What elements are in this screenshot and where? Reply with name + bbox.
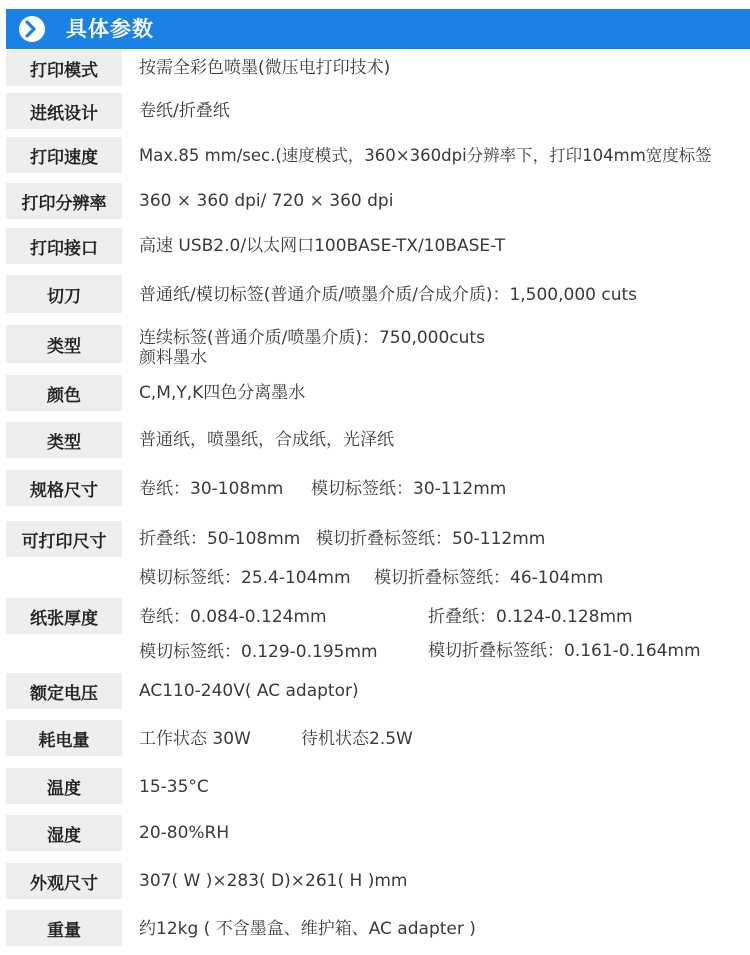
- spec-label-type-1: 类型: [6, 325, 122, 363]
- section-title: 具体参数: [66, 17, 154, 41]
- spec-value-resolution: 360 × 360 dpi/ 720 × 360 dpi: [139, 191, 394, 211]
- spec-value-humidity: 20-80%RH: [139, 823, 230, 843]
- spec-value-power-working: 工作状态 30W: [139, 729, 251, 749]
- spec-label-print-mode: 打印模式: [6, 50, 122, 86]
- spec-value-dimensions: 307( W )×283( D)×261( H )mm: [139, 871, 408, 891]
- spec-label-resolution: 打印分辨率: [6, 183, 122, 219]
- spec-value-cutter: 普通纸/模切标签(普通介质/喷墨介质/合成介质)：1,500,000 cuts: [139, 285, 638, 305]
- spec-value-thickness-diecut: 模切标签纸：0.129-0.195mm: [139, 642, 378, 662]
- spec-label-type-2: 类型: [6, 422, 122, 458]
- spec-label-dimensions: 外观尺寸: [6, 863, 122, 899]
- spec-value-color: C,M,Y,K四色分离墨水: [139, 383, 306, 403]
- spec-value-voltage: AC110-240V( AC adaptor): [139, 681, 359, 701]
- section-header: [6, 9, 750, 49]
- spec-value-interface: 高速 USB2.0/以太网口100BASE-TX/10BASE-T: [139, 236, 506, 256]
- spec-value-print-mode: 按需全彩色喷墨(微压电打印技术): [139, 58, 391, 78]
- spec-value-weight: 约12kg ( 不含墨盒、维护箱、AC adapter ): [139, 919, 476, 939]
- spec-label-printable-size: 可打印尺寸: [6, 521, 122, 557]
- spec-label-voltage: 额定电压: [6, 673, 122, 709]
- spec-label-feed-design: 进纸设计: [6, 93, 122, 129]
- spec-label-print-speed: 打印速度: [6, 137, 122, 173]
- spec-value-type-1a: 连续标签(普通介质/喷墨介质)：750,000cuts: [139, 328, 485, 348]
- spec-value-size-roll: 卷纸：30-108mm: [139, 479, 284, 499]
- spec-value-thickness-fanfold: 折叠纸：0.124-0.128mm: [428, 607, 633, 627]
- spec-label-cutter: 切刀: [6, 275, 122, 313]
- spec-label-interface: 打印接口: [6, 228, 122, 264]
- spec-value-print-speed: Max.85 mm/sec.(速度模式，360×360dpi分辨率下，打印104mm宽度标签: [139, 146, 712, 165]
- spec-label-weight: 重量: [6, 910, 122, 946]
- spec-label-temperature: 温度: [6, 768, 122, 804]
- spec-value-printable-diecut-fanfold: 模切折叠标签纸：50-112mm: [316, 529, 546, 549]
- chevron-right-icon: [19, 16, 45, 42]
- spec-value-power-standby: 待机状态2.5W: [301, 729, 413, 749]
- spec-value-printable-diecut: 模切标签纸：25.4-104mm: [139, 568, 351, 588]
- spec-label-color: 颜色: [6, 375, 122, 411]
- spec-label-power: 耗电量: [6, 720, 122, 756]
- spec-value-feed-design: 卷纸/折叠纸: [139, 101, 230, 121]
- spec-label-thickness: 纸张厚度: [6, 598, 122, 634]
- spec-value-size-diecut: 模切标签纸：30-112mm: [311, 479, 507, 499]
- spec-value-temperature: 15-35°C: [139, 777, 209, 797]
- spec-value-thickness-roll: 卷纸：0.084-0.124mm: [139, 607, 327, 627]
- spec-value-type-1b: 颜料墨水: [139, 348, 207, 368]
- spec-value-printable-diecut-fanfold-2: 模切折叠标签纸：46-104mm: [374, 568, 604, 588]
- spec-label-size: 规格尺寸: [6, 470, 122, 506]
- spec-value-type-2: 普通纸，喷墨纸，合成纸，光泽纸: [139, 430, 394, 450]
- spec-value-printable-fanfold: 折叠纸：50-108mm: [139, 529, 301, 549]
- spec-value-thickness-diecut-fanfold: 模切折叠标签纸：0.161-0.164mm: [428, 641, 701, 661]
- spec-label-humidity: 湿度: [6, 815, 122, 851]
